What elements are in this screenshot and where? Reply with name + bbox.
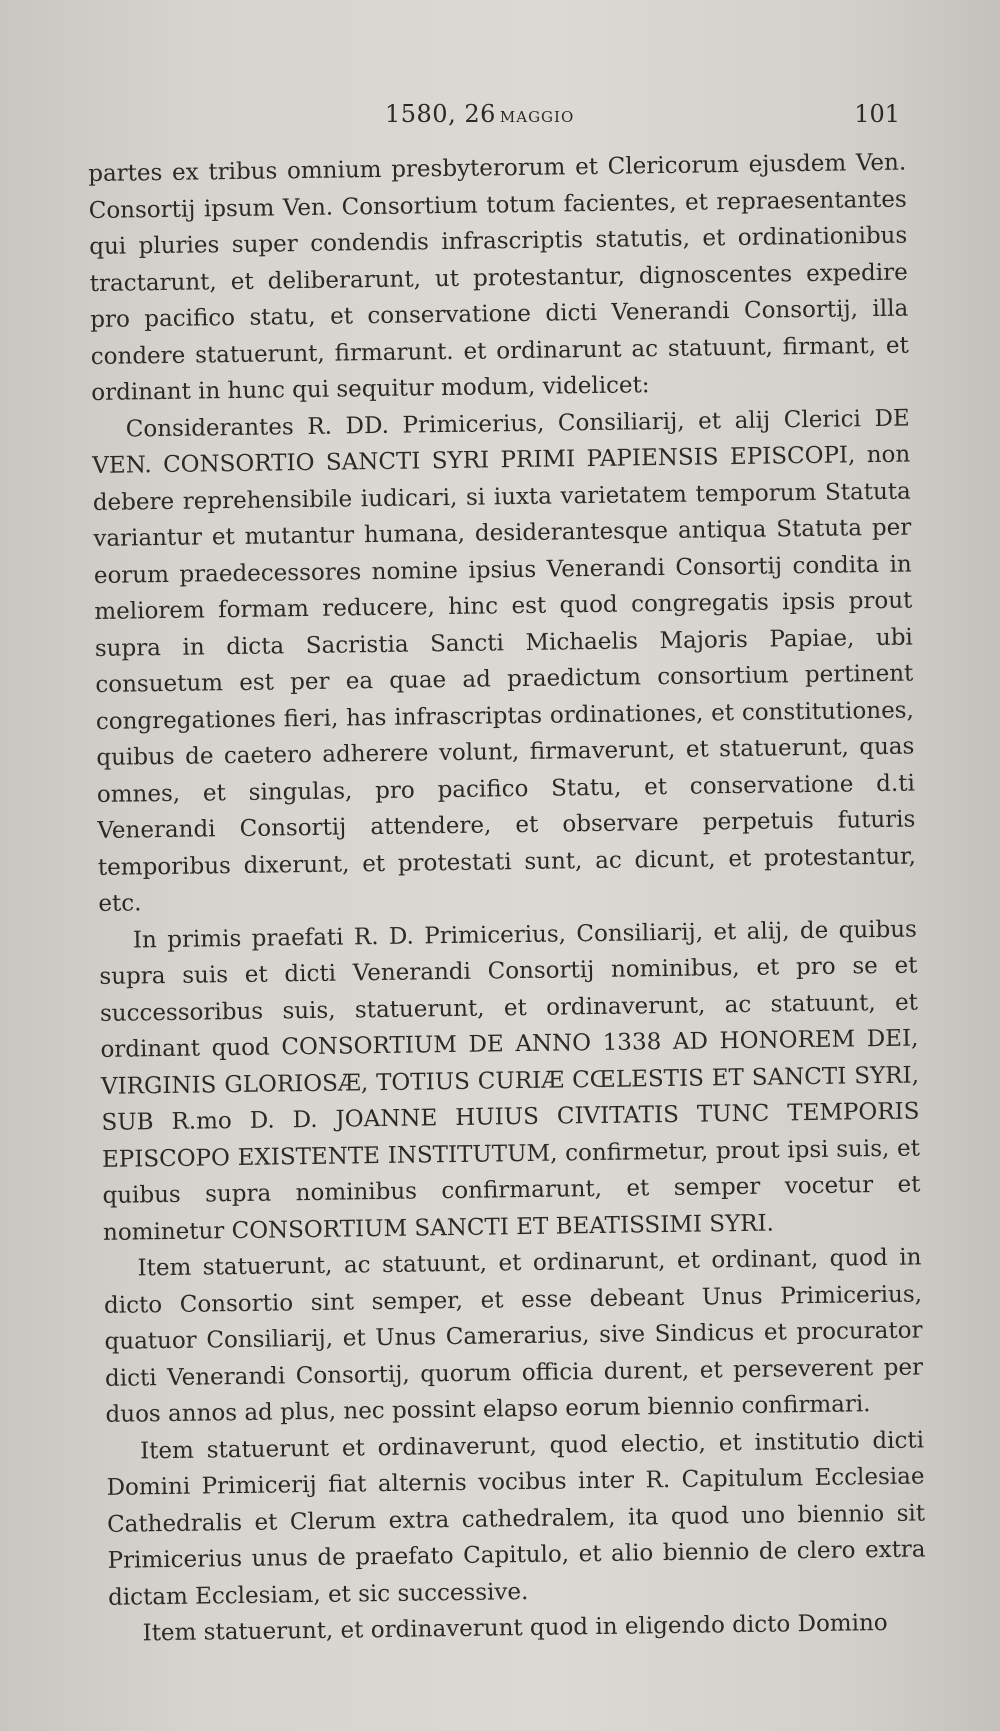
paragraph: Item statuerunt, ac statuunt, et ordinarunt, et ordinant, quod in dicto Consortio sint semper, et esse debeant Unus Primicerius, quatuor Consiliarij, et Unus Camerarius, sive Sindicus et procurator dicti Venerandi Consortij, quorum officia durent, et perseverent per duos annos ad plus, nec possint elapso eorum biennio confirmari.: [103, 1244, 924, 1428]
running-head-month: MAGGIO: [499, 108, 575, 126]
paragraph: In primis praefati R. D. Primicerius, Consiliarij, et alij, de quibus supra suis et dicti Venerandi Consortij nominibus, et pro se et successoribus suis, statuerunt, et ordinaverunt, ac statuunt, et ordinant quod CONSORTIUM DE ANNO 1338 AD HONOREM DEI, VIRGINIS GLORIOSÆ, TOTIUS CURIÆ CŒLESTIS ET SANCTI SYRI, SUB R.mo D. D. JOANNE HUIUS CIVITATIS TUNC TEMPORIS EPISCOPO EXISTENTE INSTITUTUM, confirmetur, prout ipsi suis, et quibus supra nominibus confirmarunt, et semper vocetur et nominetur CONSORTIUM SANCTI ET BEATISSIMI SYRI.: [99, 916, 921, 1246]
page-number: 101: [854, 100, 900, 128]
paragraph: Item statuerunt et ordinaverunt, quod electio, et institutio dicti Domini Primicerij fiat alternis vocibus inter R. Capitulum Ecclesiae Cathedralis et Clerum extra cathedralem, ita quod uno biennio sit Primicerius unus de praefato Capitulo, et alio biennio de clero extra dictam Ecclesiam, et sic successive.: [106, 1426, 926, 1611]
paragraph: partes ex tribus omnium presbyterorum et Clericorum ejusdem Ven. Consortij ipsum Ven. Consortium totum facientes, et repraesentantes qui pluries super condendis infrascriptis statutis, et ordinationibus tractarunt, et deliberarunt, ut protestantur, dignoscentes expedire pro pacifico statu, et conservatione dicti Venerandi Consortij, illa condere statuerunt, firmarunt. et ordinarunt ac statuunt, firmant, et ordinant in hunc qui sequitur modum, videlicet:: [88, 149, 909, 406]
page-header: [90, 100, 900, 140]
paragraph: Considerantes R. DD. Primicerius, Consiliarij, et alij Clerici DE VEN. CONSORTIO SANCTI SYRI PRIMI PAPIENSIS EPISCOPI, non debere reprehensibile iudicari, si iuxta varietatem temporum Statuta variantur et mutantur humana, desiderantesque antiqua Statuta per eorum praedecessores nomine ipsius Venerandi Consortij condita in meliorem formam reducere, hinc est quod congregatis ipsis prout supra in dicta Sacristia Sancti Michaelis Majoris Papiae, ubi consuetum est per ea quae ad praedictum consortium pertinent congregationes fieri, has infrascriptas ordinationes, et constitutiones, quibus de caetero adherere volunt, firmaverunt, et statuerunt, quas omnes, et singulas, pro pacifico Statu, et conservatione d.ti Venerandi Consortij attendere, et observare perpetuis futuris temporibus dixerunt, et protestati sunt, ac dicunt, et protestantur, etc.: [92, 405, 917, 917]
running-head: [385, 100, 574, 128]
running-head-date: 1580, 26: [385, 100, 496, 128]
paragraph: Item statuerunt, et ordinaverunt quod in eligendo dicto Domino: [142, 1609, 888, 1647]
text-body: [88, 145, 927, 1653]
